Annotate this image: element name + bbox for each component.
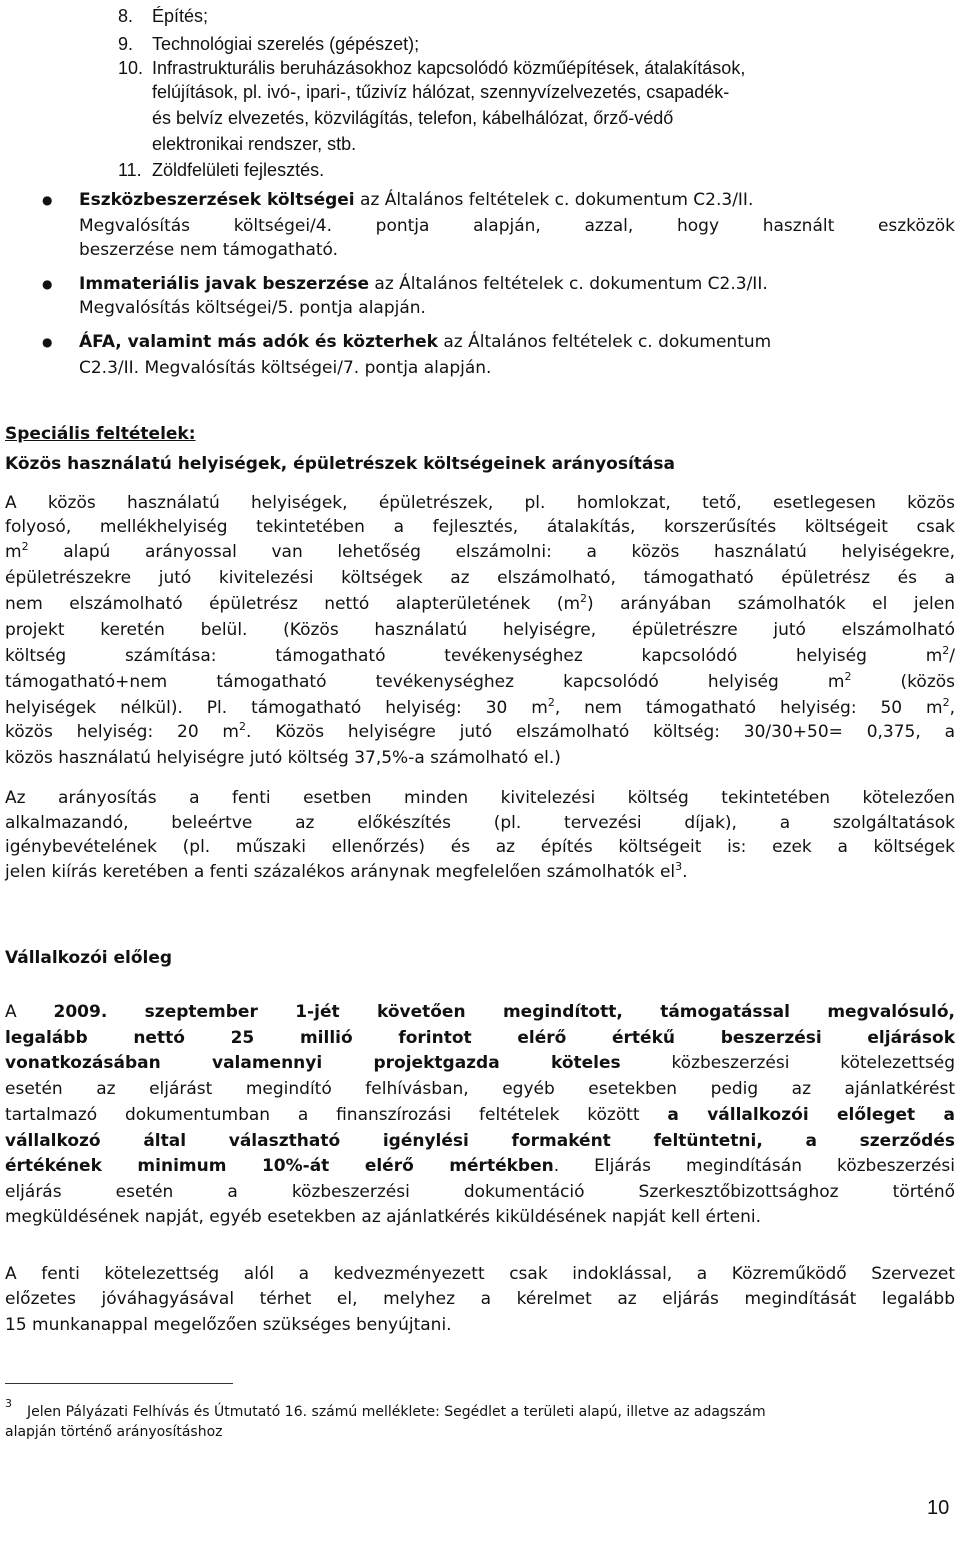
advance-para1-line2: legalább nettó 25 millió forintot elérő értékű beszerzési eljárások [5,1028,955,1048]
advance-para1-line1: A 2009. szeptember 1-jét követően megindított, támogatással megvalósuló, [5,1002,955,1022]
para1-line10: közös helyiség: 20 $m^2$. Közös helyiségre jutó elszámolható költség: 30/30+50= 0,375, a [5,720,955,742]
subheading-shared-rooms: Közös használatú helyiségek, épületrészek költségeinek arányosítása [5,454,675,474]
para1-line3: $m^2$ alapú arányossal van lehetőség elszámolni: a közös használatú helyiségekre, [5,540,955,562]
para1-line4: épületrészekre jutó kivitelezési költségek az elszámolható, támogatható épületrész és a [5,568,955,588]
bullet-1-line2: Megvalósítás költségei/4. pontja alapján, azzal, hogy használt eszközök [79,216,955,236]
list-text: Zöldfelületi fejlesztés. [152,160,325,180]
bullet-3-bold: ÁFA, valamint más adók és közterhek [79,332,438,352]
advance-para1-line7: értékének minimum 10%-át elérő mértékben. Eljárás megindításán közbeszerzési [5,1156,955,1176]
list-item-10-line3: és belvíz elvezetés, közvilágítás, telefon, kábelhálózat, őrző-védő [152,108,674,128]
advance-para1-line6: vállalkozó által választható igénylési formaként feltüntetni, a szerződés [5,1131,955,1151]
page-number: 10 [927,1497,950,1519]
para1-line5: nem elszámolható épületrész nettó alapterületének $(m^2)$ arányában számolhatók el jelen [5,592,955,614]
para1-line2: folyosó, mellékhelyiség tekintetében a fejlesztés, átalakítás, korszerűsítés költségeit csak [5,517,955,537]
para1-line7: költség számítása: támogatható tevékenységhez kapcsolódó helyiség $m^2/$ [5,644,955,666]
section-heading-advance: Vállalkozói előleg [5,948,173,968]
list-number: 11. [118,160,142,180]
advance-para1-line8: eljárás esetén a közbeszerzési dokumentáció Szerkesztőbizottsághoz történő [5,1182,955,1202]
advance-para2-line3: 15 munkanappal megelőzően szükséges benyújtani. [5,1315,452,1335]
list-item-8 [118,4,208,28]
para2-line3: igénybevételének (pl. műszaki ellenőrzés) és az építés költségeit is: ezek a költségek [5,837,955,857]
list-item-9 [118,32,419,56]
bullet-1-text: az Általános feltételek c. dokumentum C2.3/II. [354,190,754,210]
advance-para1-line5: tartalmazó dokumentumban a finanszírozási feltételek között a vállalkozói előleget a [5,1105,955,1125]
bullet-2-text: az Általános feltételek c. dokumentum C2.3/II. [369,274,768,294]
advance-para1-line3: vonatkozásában valamennyi projektgazda köteles közbeszerzési kötelezettség [5,1053,955,1073]
bullet-1-bold: Eszközbeszerzések költségei [79,190,355,210]
bullet-1-line3: beszerzése nem támogatható. [79,240,339,260]
bullet-dot-icon: ● [42,193,53,207]
para1-line11: közös használatú helyiségre jutó költség 37,5%-a számolható el.) [5,748,561,768]
footnote-separator [5,1383,233,1384]
advance-para1-line4: esetén az eljárást megindító felhívásban, egyéb esetekben pedig az ajánlatkérést [5,1079,955,1099]
bullet-2-line1 [79,272,768,296]
bullet-2-line2: Megvalósítás költségei/5. pontja alapján. [79,298,426,318]
para2-line4: jelen kiírás keretében a fenti százalékos aránynak megfelelően számolhatók $el^3$. [5,860,688,882]
list-number: 8. [118,6,134,26]
para1-line6: projekt keretén belül. (Közös használatú helyiségre, épületrészre jutó elszámolható [5,620,955,640]
list-item-11 [118,158,324,182]
bullet-3-line2: C2.3/II. Megvalósítás költségei/7. pontja alapján. [79,358,492,378]
advance-para2-line1: A fenti kötelezettség alól a kedvezményezett csak indoklással, a Közreműködő Szervezet [5,1264,955,1284]
footnote-mark: 3 [5,1397,12,1410]
para1-line9: helyiségek nélkül). Pl. támogatható helyiség: 30 $m^2$, nem támogatható helyiség: 50 $m^2$, [5,696,955,718]
list-item-10-line2: felújítások, pl. ivó-, ipari-, tűzivíz hálózat, szennyvízelvezetés, csapadék- [152,82,730,102]
para2-line2: alkalmazandó, beleértve az előkészítés (pl. tervezési díjak), a szolgáltatások [5,813,955,833]
advance-para1-line9: megküldésének napját, egyéb esetekben az ajánlatkérés kiküldésének napját kell érteni. [5,1207,761,1227]
list-text: Építés; [152,6,209,26]
list-item-10 [118,56,745,80]
bullet-3-line1 [79,330,771,354]
para1-line1: A közös használatú helyiségek, épületrészek, pl. homlokzat, tető, esetlegesen közös [5,493,955,513]
list-number: 10. [118,58,144,78]
list-text: Technológiai szerelés (gépészet); [152,34,420,54]
bullet-3-text: az Általános feltételek c. dokumentum [437,332,772,352]
list-item-10-line4: elektronikai rendszer, stb. [152,134,357,154]
bullet-2-bold: Immateriális javak beszerzése [79,274,370,294]
list-number: 9. [118,34,134,54]
advance-para2-line2: előzetes jóváhagyásával térhet el, melyhez a kérelmet az eljárás megindítását legalább [5,1289,955,1309]
para1-line8: támogatható+nem támogatható tevékenységhez kapcsolódó helyiség $m^2$ (közös [5,670,955,692]
bullet-dot-icon: ● [42,335,53,349]
list-text: Infrastrukturális beruházásokhoz kapcsolódó közműépítések, átalakítások, [152,58,746,78]
bullet-dot-icon: ● [42,277,53,291]
section-heading-special: Speciális feltételek: [5,424,196,444]
footnote-line1: Jelen Pályázati Felhívás és Útmutató 16. számú melléklete: Segédlet a területi alapú, illetve az adagszám [27,1404,766,1420]
footnote-line2: alapján történő arányosításhoz [5,1424,223,1440]
bullet-1-line1 [79,188,753,212]
para2-line1: Az arányosítás a fenti esetben minden kivitelezési költség tekintetében kötelezően [5,788,955,808]
